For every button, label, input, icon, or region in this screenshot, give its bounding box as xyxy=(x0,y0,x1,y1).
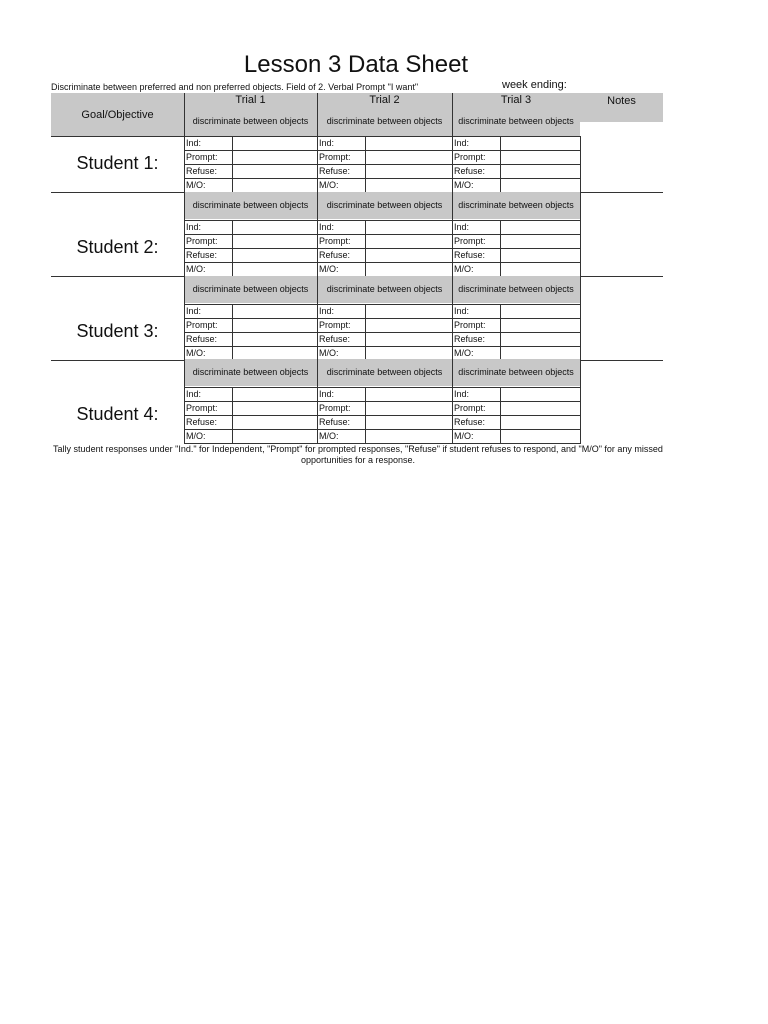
column-divider xyxy=(317,304,318,361)
row-rule xyxy=(184,164,581,165)
tally-label: Ind: xyxy=(186,222,202,232)
tally-label: Refuse: xyxy=(319,250,351,260)
objective-divider xyxy=(184,191,185,220)
objective-cell: discriminate between objects xyxy=(184,276,317,303)
column-divider xyxy=(452,220,453,277)
tally-label: Refuse: xyxy=(454,334,486,344)
tally-label: Ind: xyxy=(186,138,202,148)
tally-entry-cell[interactable] xyxy=(232,402,316,415)
tally-label: Refuse: xyxy=(454,417,486,427)
tally-label: Ind: xyxy=(454,138,470,148)
tally-label: Ind: xyxy=(319,389,335,399)
tally-label: M/O: xyxy=(186,348,206,358)
objective-cell: discriminate between objects xyxy=(184,359,317,386)
instructions-text: Discriminate between preferred and non preferred objects. Field of 2. Verbal Prompt "I want" xyxy=(51,82,419,92)
tally-label: Refuse: xyxy=(186,334,218,344)
tally-entry-cell[interactable] xyxy=(232,249,316,262)
student-label-1: Student 1: xyxy=(76,153,159,173)
objective-label: discriminate between objects xyxy=(326,116,443,126)
student-label-3: Student 3: xyxy=(76,321,159,341)
label-divider xyxy=(500,220,501,277)
tally-entry-cell[interactable] xyxy=(365,249,451,262)
header-divider xyxy=(317,93,318,136)
column-divider xyxy=(184,136,185,193)
tally-label: Refuse: xyxy=(454,166,486,176)
objective-cell: discriminate between objects xyxy=(184,192,317,219)
row-rule xyxy=(184,178,581,179)
header-divider xyxy=(452,93,453,136)
tally-label: Ind: xyxy=(186,306,202,316)
label-divider xyxy=(365,220,366,277)
tally-label: Prompt: xyxy=(186,403,218,413)
tally-entry-cell[interactable] xyxy=(232,151,316,164)
tally-label: Refuse: xyxy=(319,417,351,427)
tally-entry-cell[interactable] xyxy=(232,179,316,192)
tally-label: Ind: xyxy=(454,222,470,232)
tally-entry-cell[interactable] xyxy=(500,179,579,192)
tally-label: M/O: xyxy=(454,264,474,274)
page-title: Lesson 3 Data Sheet xyxy=(243,51,469,78)
tally-label: Prompt: xyxy=(454,236,486,246)
tally-entry-cell[interactable] xyxy=(500,151,579,164)
objective-cell: discriminate between objects xyxy=(452,192,580,219)
tally-entry-cell[interactable] xyxy=(500,249,579,262)
column-divider xyxy=(317,387,318,444)
objective-cell: discriminate between objects xyxy=(317,276,452,303)
row-rule xyxy=(184,318,581,319)
tally-entry-cell[interactable] xyxy=(365,151,451,164)
label-divider xyxy=(500,136,501,193)
tally-entry-cell[interactable] xyxy=(500,430,579,443)
objective-cell: discriminate between objects xyxy=(317,359,452,386)
tally-entry-cell[interactable] xyxy=(365,388,451,401)
label-divider xyxy=(232,387,233,444)
objective-divider xyxy=(580,358,581,387)
tally-entry-cell[interactable] xyxy=(232,416,316,429)
tally-label: Prompt: xyxy=(319,403,351,413)
row-rule xyxy=(184,234,581,235)
label-divider xyxy=(232,220,233,277)
row-rule xyxy=(184,332,581,333)
objective-label: discriminate between objects xyxy=(458,116,574,126)
tally-label: M/O: xyxy=(319,264,339,274)
tally-label: Prompt: xyxy=(319,320,351,330)
label-divider xyxy=(365,387,366,444)
tally-label: M/O: xyxy=(454,180,474,190)
week-ending-label: week ending: xyxy=(502,79,567,91)
row-rule xyxy=(184,346,581,347)
tally-label: Ind: xyxy=(454,389,470,399)
column-divider xyxy=(184,387,185,444)
row-rule xyxy=(184,248,581,249)
tally-label: M/O: xyxy=(454,348,474,358)
tally-entry-cell[interactable] xyxy=(232,333,316,346)
objective-divider xyxy=(452,191,453,220)
tally-entry-cell[interactable] xyxy=(500,305,579,318)
column-divider xyxy=(317,136,318,193)
header-divider xyxy=(184,93,185,136)
column-divider xyxy=(452,304,453,361)
tally-entry-cell[interactable] xyxy=(232,430,316,443)
row-rule xyxy=(184,429,581,430)
trial-header-3 xyxy=(452,93,580,136)
tally-label: M/O: xyxy=(319,348,339,358)
objective-cell: discriminate between objects xyxy=(452,359,580,386)
row-rule xyxy=(184,220,581,221)
objective-divider xyxy=(317,275,318,304)
objective-divider xyxy=(580,275,581,304)
student-label-2: Student 2: xyxy=(76,237,159,257)
objective-cell: discriminate between objects xyxy=(317,192,452,219)
trial-label: Trial 1 xyxy=(235,94,266,106)
tally-label: Refuse: xyxy=(319,334,351,344)
objective-divider xyxy=(452,358,453,387)
tally-entry-cell[interactable] xyxy=(232,137,316,150)
row-rule xyxy=(184,401,581,402)
tally-label: Ind: xyxy=(319,306,335,316)
trial-label: Trial 3 xyxy=(500,94,532,106)
label-divider xyxy=(232,136,233,193)
column-divider xyxy=(184,220,185,277)
trial-label: Trial 2 xyxy=(369,94,400,106)
tally-label: M/O: xyxy=(186,264,206,274)
tally-label: Prompt: xyxy=(454,403,486,413)
goal-objective-header: Goal/Objective xyxy=(51,93,184,136)
row-rule xyxy=(184,415,581,416)
row-rule xyxy=(184,150,581,151)
tally-label: Ind: xyxy=(319,222,335,232)
header-rule xyxy=(51,136,580,137)
tally-entry-cell[interactable] xyxy=(500,235,579,248)
column-divider xyxy=(580,136,581,193)
tally-label: M/O: xyxy=(186,431,206,441)
row-rule xyxy=(184,262,581,263)
tally-entry-cell[interactable] xyxy=(500,416,579,429)
tally-entry-cell[interactable] xyxy=(500,263,579,276)
tally-entry-cell[interactable] xyxy=(500,333,579,346)
label-divider xyxy=(500,387,501,444)
tally-label: Refuse: xyxy=(186,250,218,260)
objective-divider xyxy=(580,191,581,220)
objective-divider xyxy=(452,275,453,304)
tally-entry-cell[interactable] xyxy=(365,263,451,276)
tally-label: M/O: xyxy=(454,431,474,441)
tally-entry-cell[interactable] xyxy=(500,402,579,415)
tally-label: Ind: xyxy=(186,389,202,399)
objective-divider xyxy=(184,358,185,387)
tally-entry-cell[interactable] xyxy=(500,388,579,401)
tally-entry-cell[interactable] xyxy=(365,333,451,346)
tally-label: Refuse: xyxy=(186,417,218,427)
tally-entry-cell[interactable] xyxy=(365,416,451,429)
objective-cell: discriminate between objects xyxy=(452,276,580,303)
column-divider xyxy=(580,220,581,277)
tally-label: M/O: xyxy=(319,431,339,441)
tally-label: Ind: xyxy=(454,306,470,316)
tally-entry-cell[interactable] xyxy=(500,137,579,150)
tally-label: Prompt: xyxy=(186,320,218,330)
tally-entry-cell[interactable] xyxy=(232,263,316,276)
tally-entry-cell[interactable] xyxy=(500,165,579,178)
column-divider xyxy=(184,304,185,361)
tally-entry-cell[interactable] xyxy=(500,319,579,332)
tally-entry-cell[interactable] xyxy=(365,137,451,150)
row-rule xyxy=(184,304,581,305)
label-divider xyxy=(500,304,501,361)
student-label-4: Student 4: xyxy=(76,404,159,424)
tally-entry-cell[interactable] xyxy=(365,430,451,443)
tally-entry-cell[interactable] xyxy=(232,305,316,318)
tally-label: Prompt: xyxy=(319,152,351,162)
tally-entry-cell[interactable] xyxy=(500,221,579,234)
tally-label: Ind: xyxy=(319,138,335,148)
tally-entry-cell[interactable] xyxy=(232,165,316,178)
tally-label: Prompt: xyxy=(319,236,351,246)
notes-header-label: Notes xyxy=(607,95,636,107)
tally-entry-cell[interactable] xyxy=(232,388,316,401)
column-divider xyxy=(317,220,318,277)
tally-label: Refuse: xyxy=(319,166,351,176)
column-divider xyxy=(452,387,453,444)
label-divider xyxy=(232,304,233,361)
tally-entry-cell[interactable] xyxy=(365,319,451,332)
tally-entry-cell[interactable] xyxy=(365,235,451,248)
tally-entry-cell[interactable] xyxy=(232,235,316,248)
trial-header-2 xyxy=(317,93,452,136)
tally-label: Refuse: xyxy=(186,166,218,176)
column-divider xyxy=(580,387,581,444)
column-divider xyxy=(580,304,581,361)
column-divider xyxy=(452,136,453,193)
tally-label: Prompt: xyxy=(186,236,218,246)
objective-divider xyxy=(317,191,318,220)
row-rule xyxy=(184,387,581,388)
objective-label: discriminate between objects xyxy=(192,116,309,126)
trial-header-1 xyxy=(184,93,317,136)
tally-entry-cell[interactable] xyxy=(232,221,316,234)
tally-label: Prompt: xyxy=(186,152,218,162)
tally-entry-cell[interactable] xyxy=(232,319,316,332)
tally-entry-cell[interactable] xyxy=(365,221,451,234)
label-divider xyxy=(365,136,366,193)
tally-label: M/O: xyxy=(186,180,206,190)
label-divider xyxy=(365,304,366,361)
tally-entry-cell[interactable] xyxy=(365,305,451,318)
notes-header xyxy=(580,93,663,122)
footer-instructions: Tally student responses under "Ind." for Independent, "Prompt" for prompted responses, "Refuse" if student refuses to respond, and "M/O" for any missed opportunities for a response. xyxy=(53,444,663,465)
tally-label: Prompt: xyxy=(454,152,486,162)
objective-divider xyxy=(184,275,185,304)
tally-label: M/O: xyxy=(319,180,339,190)
objective-divider xyxy=(317,358,318,387)
tally-label: Refuse: xyxy=(454,250,486,260)
tally-entry-cell[interactable] xyxy=(365,402,451,415)
tally-entry-cell[interactable] xyxy=(365,165,451,178)
tally-label: Prompt: xyxy=(454,320,486,330)
tally-entry-cell[interactable] xyxy=(365,179,451,192)
